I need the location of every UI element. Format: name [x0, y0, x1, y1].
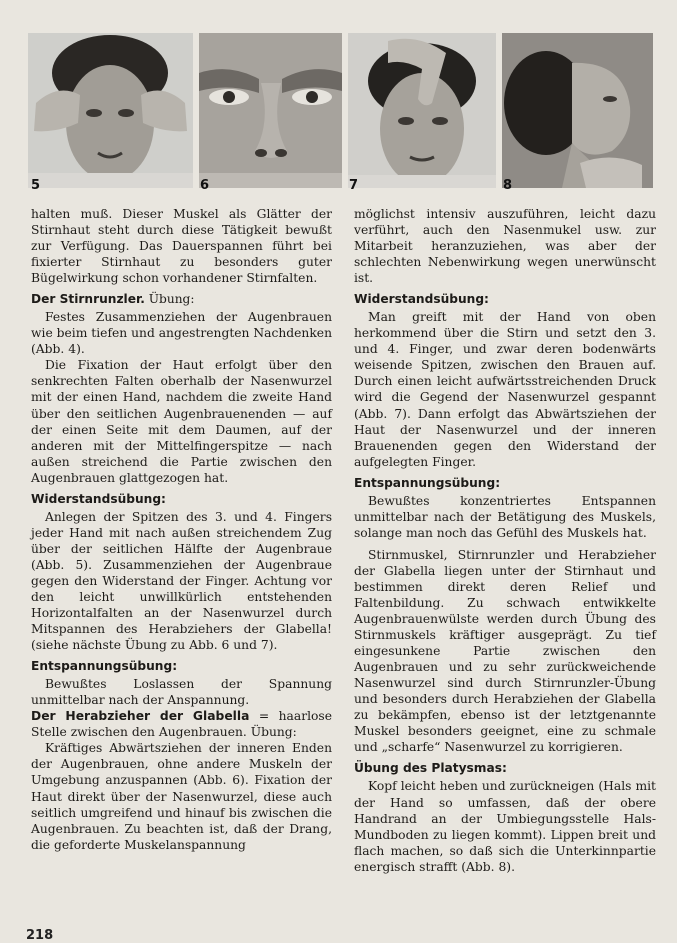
photo-strip	[0, 0, 677, 200]
paragraph: Die Fixation der Haut erfolgt über den senkrechten Falten oberhalb der Nasenwurzel mit der einen Hand, nachdem die zweite Hand über den seitlichen Augenbrauenenden — auf der einen Seite mit dem Daumen, auf der anderen mit der Mittelfingerspitze — nach außen streichend die Partie zwischen den Augenbrauen glattgezogen hat.	[31, 358, 332, 485]
figure-5-number: 5	[31, 178, 41, 193]
heading-suffix: = haarlose Stelle zwischen den Augenbrauen. Übung:	[31, 709, 332, 740]
figure-7-photo	[348, 33, 496, 188]
figure-8-photo	[502, 33, 653, 188]
section-heading: Entspannungsübung:	[354, 475, 501, 490]
section-heading: Entspannungsübung:	[31, 659, 178, 674]
paragraph: Festes Zusammenziehen der Augenbrauen wie beim tiefen und angestrengten Nachdenken (Abb. 4).	[31, 310, 332, 357]
heading-stirnrunzler: Der Stirnrunzler.	[31, 292, 145, 307]
figure-6-photo	[199, 33, 342, 188]
section-heading: Übung des Platysmas:	[354, 761, 507, 776]
figure-7-number: 7	[349, 178, 359, 193]
figure-6-number: 6	[200, 178, 210, 193]
paragraph: Kopf leicht heben und zurückneigen (Hals mit der Hand so umfassen, daß der obere Handrand an der Umbiegungsstelle Hals-Mundboden zu liegen kommt). Lippen breit und flach machen, so daß sich die Unterkinnpartie energisch strafft (Abb. 8).	[354, 779, 656, 874]
page-number: 218	[26, 928, 54, 943]
section-heading: Widerstandsübung:	[31, 491, 166, 506]
paragraph: Bewußtes konzentriertes Entspannen unmittelbar nach der Betätigung des Muskels, solange man noch das Gefühl des Muskels hat.	[354, 493, 656, 540]
paragraph: Man greift mit der Hand von oben herkommend über die Stirn und setzt den 3. und 4. Finger, und zwar deren bodenwärts weisende Spitzen, zwischen den Brauen auf. Durch einen leicht aufwärtsstreichenden Druck wird die Gegend der Nasenwurzel gespannt (Abb. 7). Dann erfolgt das Abwärtsziehen der Haut der Nasenwurzel und der inneren Brauenenden gegen den Widerstand der aufgelegten Finger.	[354, 310, 656, 469]
paragraph: Anlegen der Spitzen des 3. und 4. Fingers jeder Hand mit nach außen streichendem Zug über der seitlichen Hälfte der Augenbraue (Abb. 5). Zusammenziehen der Augenbraue gegen den Widerstand der Finger. Achtung vor den leicht unwillkürlich entstehenden Horizontalfalten an der Nasenwurzel durch Mitspannen des Herabziehers der Glabella! (siehe nächste Übung zu Abb. 6 und 7).	[31, 509, 332, 653]
section-heading	[31, 291, 332, 307]
paragraph: Stirnmuskel, Stirnrunzler und Herabzieher der Glabella liegen unter der Stirnhaut und bestimmen direkt deren Relief und Faltenbildung. Zu schwach entwikkelte Augenbrauenwülste werden durch Übung des Stirnmuskels kräftiger ausgeprägt. Zu tief eingesunkene Partie zwischen den Augenbrauen und zu sehr zurückweichende Nasenwurzel sind durch Stirnrunzler-Übung und besonders durch Herabziehen der Glabella zu bekämpfen, ebenso ist der letztgenannte Muskel besonders geeignet, eine zu schmale und „scharfe“ Nasenwurzel zu korrigieren.	[354, 547, 656, 755]
section-heading: Widerstandsübung:	[354, 292, 489, 307]
figure-5-photo	[28, 33, 193, 188]
figure-8-number: 8	[503, 178, 513, 193]
right-column	[354, 206, 656, 875]
left-column	[31, 206, 332, 853]
paragraph	[31, 708, 332, 740]
paragraph: Bewußtes Loslassen der Spannung unmittelbar nach der Anspannung.	[31, 677, 332, 708]
paragraph: Kräftiges Abwärtsziehen der inneren Enden der Augenbrauen, ohne andere Muskeln der Umgebung anzuspannen (Abb. 6). Fixation der Haut direkt über der Nasenwurzel, diese auch seitlich umgreifend und hinauf bis zwischen die Augenbrauen. Zu beachten ist, daß der Drang, die geforderte Muskelanspannung	[31, 741, 332, 852]
heading-herabzieher: Der Herabzieher der Glabella	[31, 709, 250, 724]
heading-suffix: Übung:	[144, 292, 195, 307]
paragraph: halten muß. Dieser Muskel als Glätter der Stirnhaut steht durch diese Tätigkeit bewußt zur Verfügung. Das Dauerspannen führt bei fixierter Stirnhaut zu besonders guter Bügelwirkung schon vorhandener Stirnfalten.	[31, 207, 332, 286]
paragraph: möglichst intensiv auszuführen, leicht dazu verführt, auch den Nasenmukel usw. zur Mitarbeit heranzuziehen, was aber der schlechten Nebenwirkung wegen unerwünscht ist.	[354, 207, 656, 286]
